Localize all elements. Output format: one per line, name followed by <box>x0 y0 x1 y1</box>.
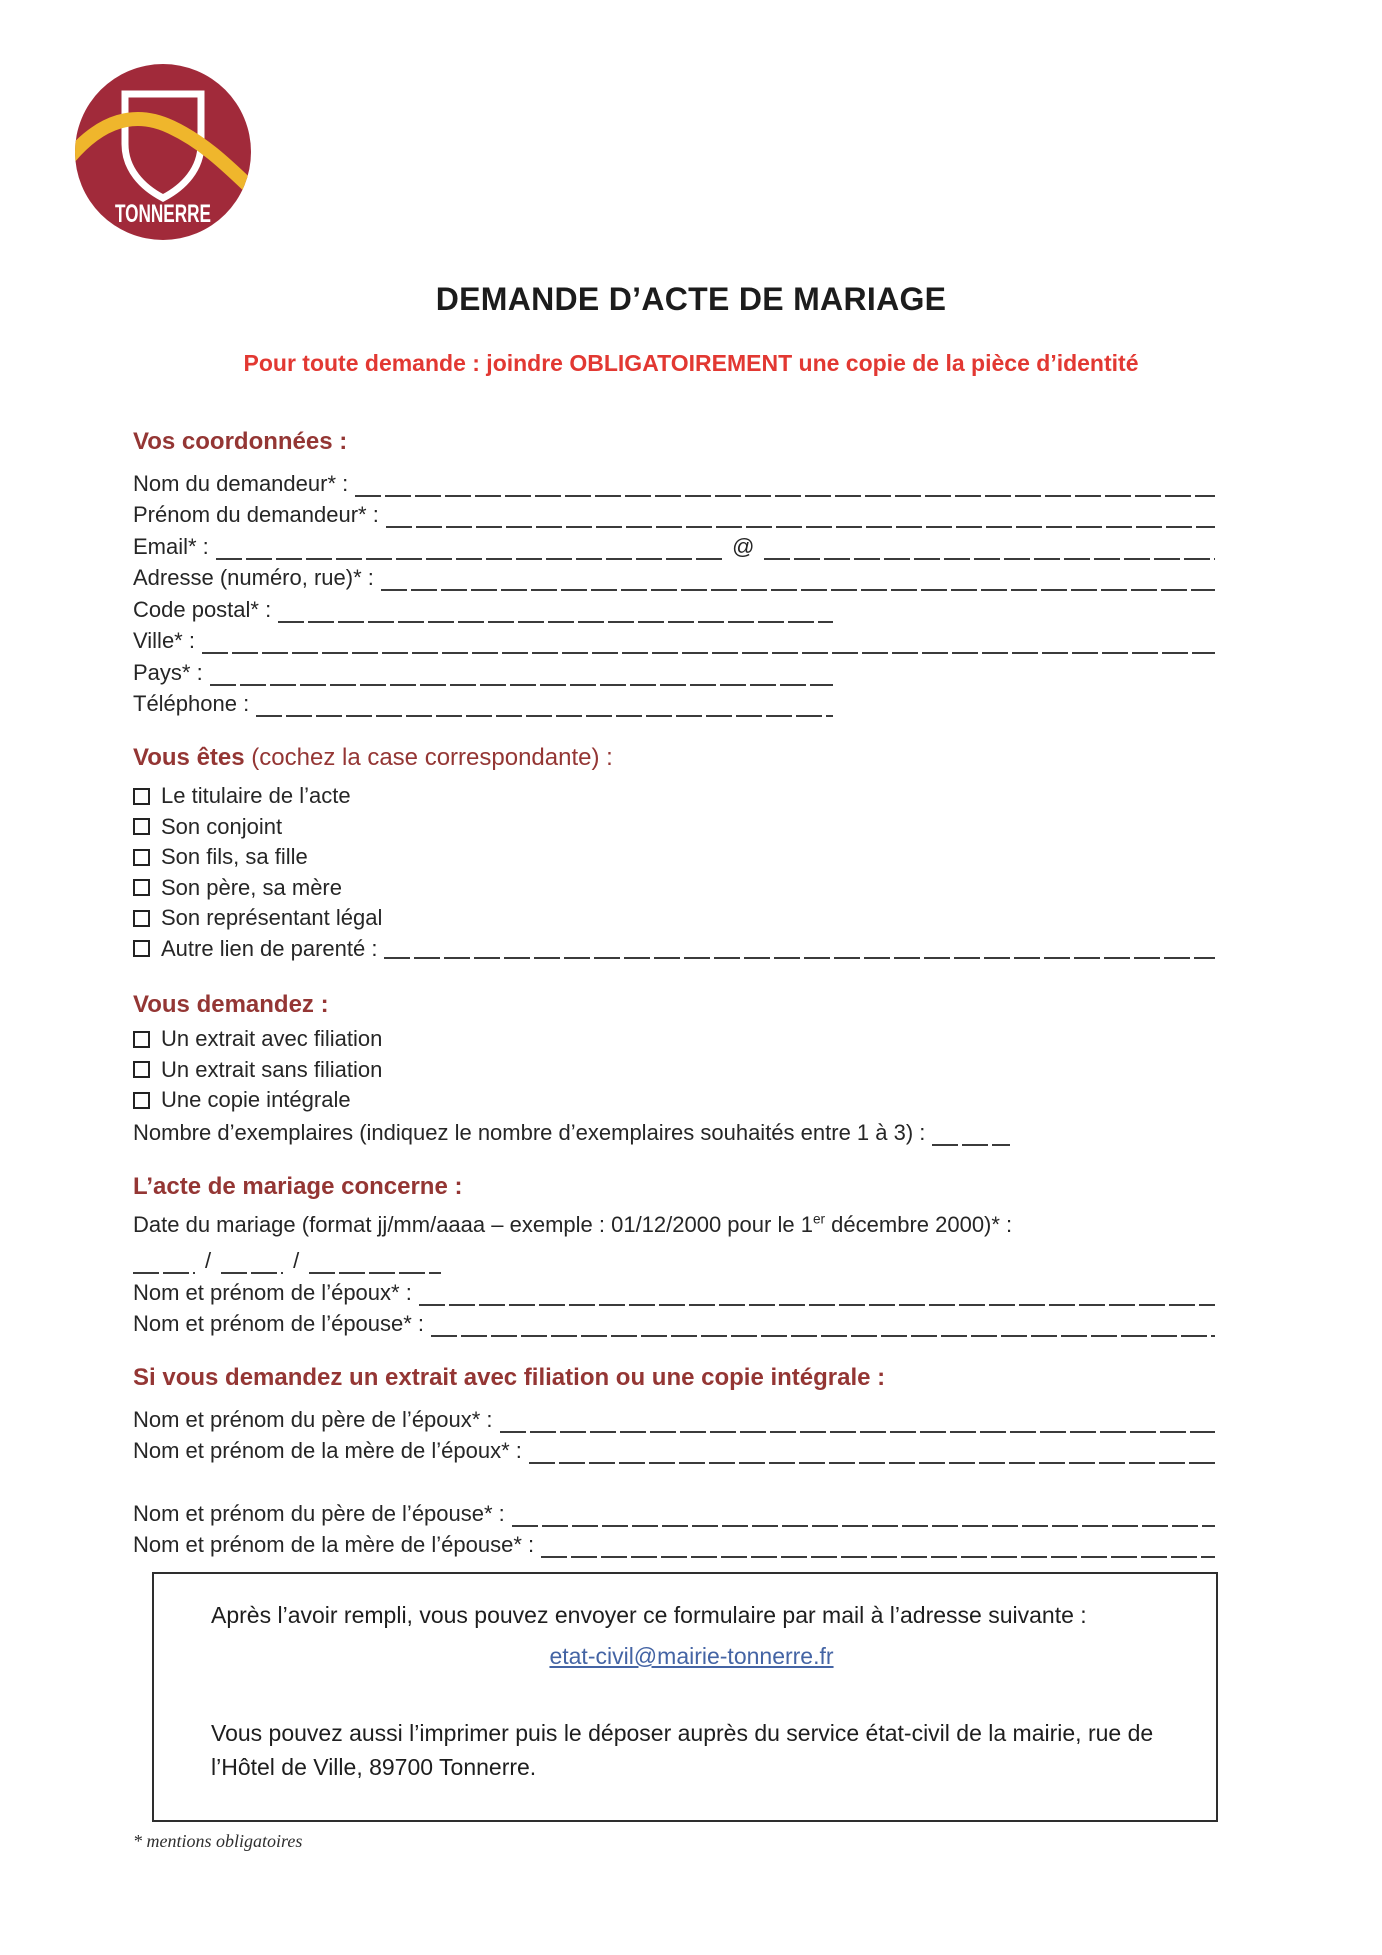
option-row-titulaire <box>133 781 1215 812</box>
at-symbol: @ <box>732 533 755 559</box>
field-row-mere-epoux <box>133 1433 1215 1465</box>
date-input-row <box>133 1240 1215 1274</box>
heading-light-part: (cochez la case correspondante) : <box>244 744 613 771</box>
date-day-input-line[interactable] <box>133 1250 195 1274</box>
field-row-nombre-exemplaires <box>133 1116 1215 1147</box>
code-postal-input-line[interactable] <box>278 599 833 623</box>
date-month-input-line[interactable] <box>221 1250 283 1274</box>
ville-input-line[interactable] <box>202 630 1215 654</box>
field-label: Nom et prénom du père de l’époux* : <box>133 1406 493 1432</box>
field-row-email <box>133 528 1215 560</box>
mere-epouse-input-line[interactable] <box>541 1534 1215 1558</box>
section-heading-vous-etes <box>133 743 1215 773</box>
autre-lien-input-line[interactable] <box>384 939 1215 959</box>
nombre-exemplaires-input-line[interactable] <box>932 1122 1010 1146</box>
date-label-post: décembre 2000)* : <box>825 1212 1013 1237</box>
pays-input-line[interactable] <box>210 662 833 686</box>
footnote-mentions-obligatoires: * mentions obligatoires <box>133 1831 303 1851</box>
option-row-pere-mere <box>133 873 1215 904</box>
section-heading-coordonnees: Vos coordonnées : <box>133 428 348 455</box>
option-label: Le titulaire de l’acte <box>161 783 351 809</box>
field-row-pere-epouse <box>133 1495 1215 1527</box>
checkbox-conjoint[interactable] <box>133 818 150 835</box>
page-title: DEMANDE D’ACTE DE MARIAGE <box>435 281 947 317</box>
tonnerre-logo <box>73 62 253 242</box>
field-row-pays <box>133 654 833 686</box>
date-label-pre: Date du mariage (format jj/mm/aaaa – exemple : 01/12/2000 pour le 1 <box>133 1212 813 1237</box>
section-heading-acte: L’acte de mariage concerne : <box>133 1173 463 1200</box>
field-row-pere-epoux <box>133 1401 1215 1433</box>
option-row-fils-fille <box>133 842 1215 873</box>
field-row-nom <box>133 465 1215 497</box>
option-label: Autre lien de parenté : <box>161 935 378 961</box>
mere-epoux-input-line[interactable] <box>529 1440 1215 1464</box>
field-label: Adresse (numéro, rue)* : <box>133 565 374 590</box>
checkbox-copie-integrale[interactable] <box>133 1092 150 1109</box>
epouse-input-line[interactable] <box>431 1313 1215 1337</box>
nom-input-line[interactable] <box>355 473 1215 497</box>
checkbox-extrait-avec-filiation[interactable] <box>133 1031 150 1048</box>
field-label: Téléphone : <box>133 691 250 716</box>
section-heading-vous-demandez: Vous demandez : <box>133 991 329 1018</box>
field-row-epouse <box>133 1306 1215 1338</box>
field-label: Email* : <box>133 533 209 559</box>
logo-text: TONNERRE <box>115 200 211 228</box>
checkbox-fils-fille[interactable] <box>133 849 150 866</box>
field-row-telephone <box>133 686 833 718</box>
date-year-input-line[interactable] <box>309 1250 441 1274</box>
field-label: Nom du demandeur* : <box>133 470 349 496</box>
date-label-sup: er <box>812 1211 826 1227</box>
date-format-label <box>133 1210 1215 1240</box>
telephone-input-line[interactable] <box>256 693 833 717</box>
field-label: Ville* : <box>133 628 195 653</box>
field-label: Nom et prénom de l’époux* : <box>133 1279 412 1305</box>
pere-epoux-input-line[interactable] <box>500 1409 1215 1433</box>
checkbox-titulaire[interactable] <box>133 788 150 805</box>
field-label: Prénom du demandeur* : <box>133 502 379 527</box>
checkbox-autre-lien[interactable] <box>133 940 150 957</box>
field-label: Code postal* : <box>133 596 272 622</box>
option-row-conjoint <box>133 812 1215 843</box>
section-heading-filiation: Si vous demandez un extrait avec filiation ou une copie intégrale : <box>133 1364 886 1391</box>
option-label: Son conjoint <box>161 813 283 839</box>
adresse-input-line[interactable] <box>381 567 1215 591</box>
option-row-extrait-avec <box>133 1024 1215 1055</box>
option-label: Une copie intégrale <box>161 1087 351 1113</box>
email-local-input-line[interactable] <box>216 536 723 560</box>
checkbox-pere-mere[interactable] <box>133 879 150 896</box>
option-label: Un extrait avec filiation <box>161 1026 383 1052</box>
field-row-prenom <box>133 497 1215 529</box>
field-label: Nom et prénom du père de l’épouse* : <box>133 1500 505 1526</box>
option-row-autre-lien <box>133 934 1215 965</box>
option-label: Son représentant légal <box>161 905 383 931</box>
option-label: Son fils, sa fille <box>161 844 308 870</box>
mandatory-notice: Pour toute demande : joindre OBLIGATOIREMENT une copie de la pièce d’identité <box>243 350 1139 376</box>
field-row-mere-epouse <box>133 1527 1215 1559</box>
option-row-extrait-sans <box>133 1055 1215 1086</box>
field-label: Nom et prénom de la mère de l’époux* : <box>133 1438 522 1463</box>
option-row-copie-integrale <box>133 1085 1215 1116</box>
checkbox-extrait-sans-filiation[interactable] <box>133 1061 150 1078</box>
email-domain-input-line[interactable] <box>764 536 1215 560</box>
heading-bold-part: Vous êtes <box>133 744 245 771</box>
field-label: Nom et prénom de la mère de l’épouse* : <box>133 1532 535 1557</box>
pere-epouse-input-line[interactable] <box>512 1503 1215 1527</box>
info-line-2: Vous pouvez aussi l’imprimer puis le déposer auprès du service état-civil de la mairie, rue de l’Hôtel de Ville, 89700 Tonnerre. <box>211 1720 1154 1780</box>
date-separator: / <box>205 1248 212 1273</box>
option-label: Son père, sa mère <box>161 874 342 900</box>
form-content <box>133 427 1215 1852</box>
date-separator: / <box>293 1248 300 1273</box>
option-row-representant <box>133 903 1215 934</box>
email-link-wrapper <box>211 1643 1172 1670</box>
prenom-input-line[interactable] <box>386 504 1215 528</box>
option-label: Un extrait sans filiation <box>161 1056 383 1082</box>
checkbox-representant[interactable] <box>133 910 150 927</box>
email-link[interactable]: etat-civil@mairie-tonnerre.fr <box>549 1643 834 1669</box>
field-row-epoux <box>133 1274 1215 1306</box>
field-row-ville <box>133 623 1215 655</box>
epoux-input-line[interactable] <box>419 1282 1215 1306</box>
info-box <box>152 1572 1218 1822</box>
field-row-adresse <box>133 560 1215 592</box>
field-label: Pays* : <box>133 659 203 685</box>
field-label: Nom et prénom de l’épouse* : <box>133 1311 425 1336</box>
field-label: Nombre d’exemplaires (indiquez le nombre d’exemplaires souhaités entre 1 à 3) : <box>133 1120 926 1145</box>
field-row-code-postal <box>133 591 833 623</box>
info-line-1: Après l’avoir rempli, vous pouvez envoyer ce formulaire par mail à l’adresse suivante : <box>211 1602 1087 1628</box>
